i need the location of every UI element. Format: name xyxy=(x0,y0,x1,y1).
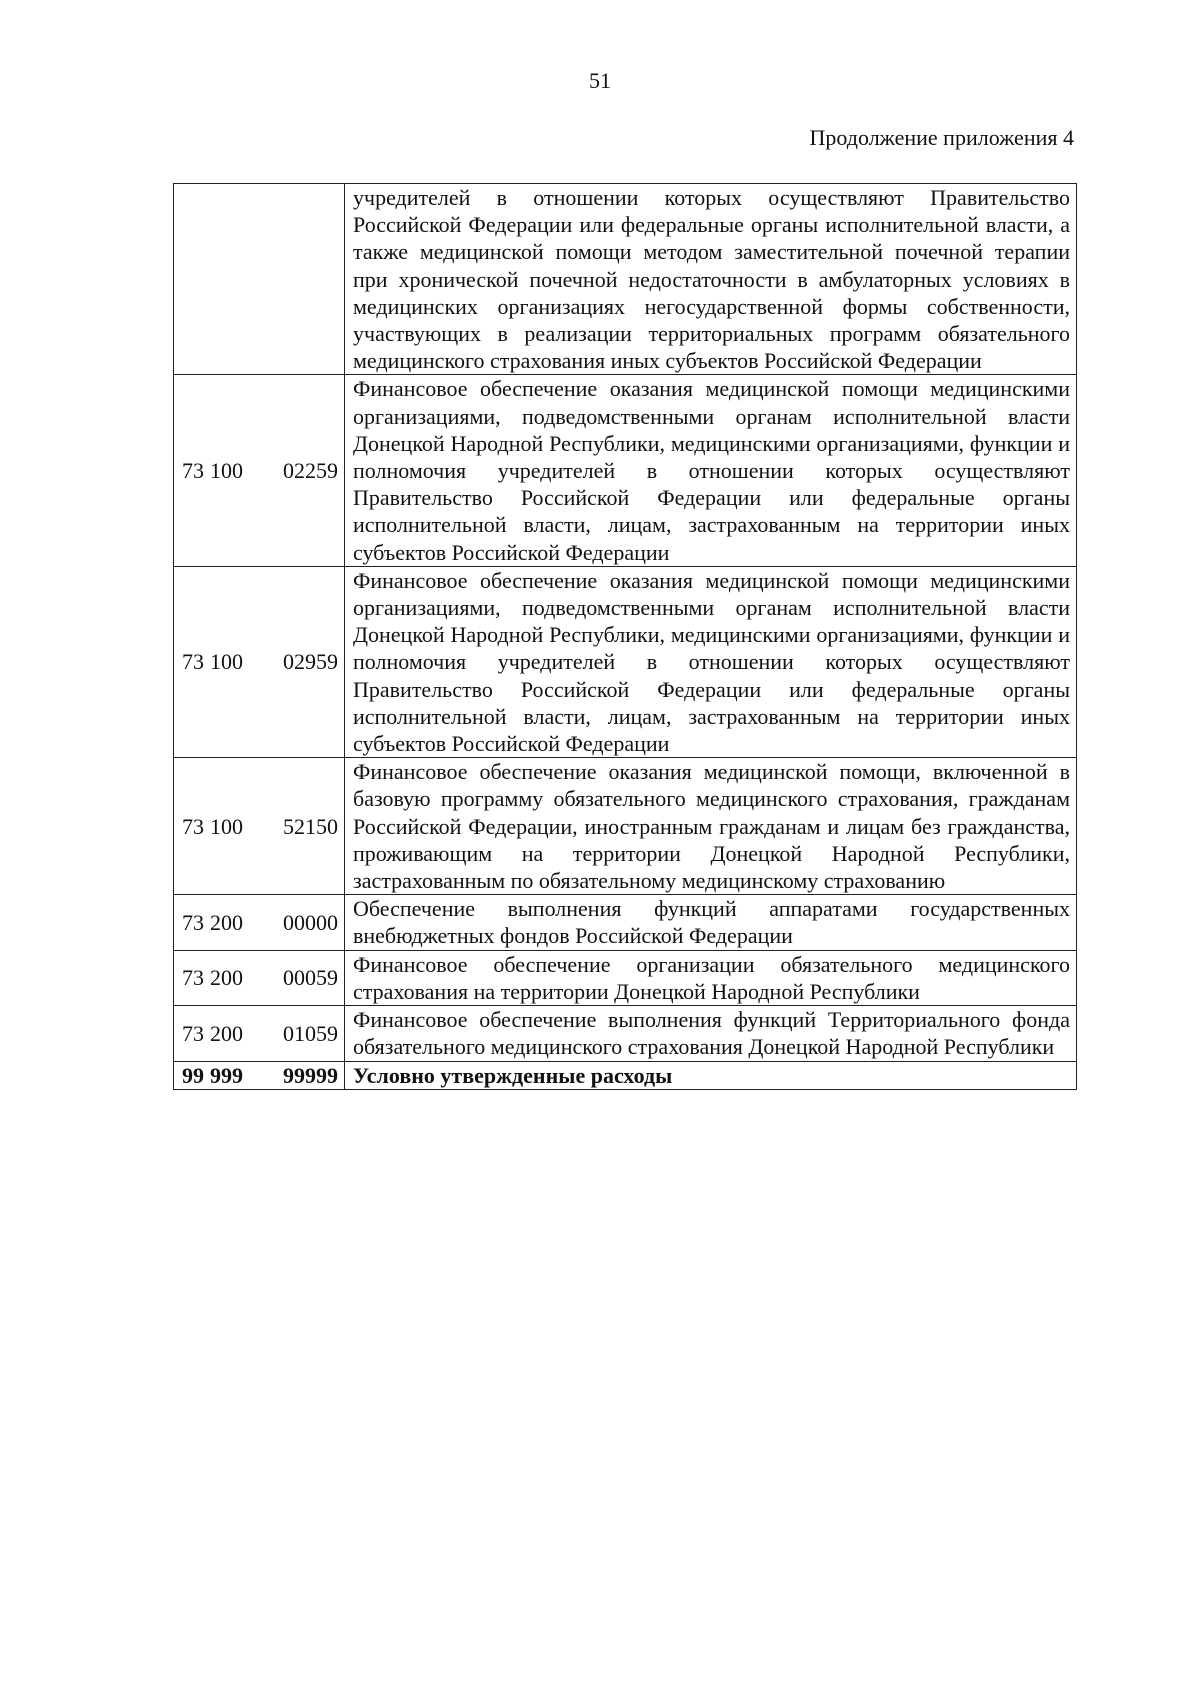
classification-code xyxy=(182,1062,338,1089)
classification-code xyxy=(182,909,338,936)
budget-classification-table xyxy=(173,183,1077,1090)
description-cell: Финансовое обеспечение оказания медицинской помощи медицинскими организациями, подведомственными органам исполнительной власти Донецкой Народной Республики, медицинскими организациями, функции и полномочия учредителей в отношении которых осуществляют Правительство Российской Федерации или федеральные органы исполнительной власти, лицам, застрахованным на территории иных субъектов Российской Федерации xyxy=(345,566,1077,757)
code-cell xyxy=(174,895,345,950)
table-row xyxy=(174,184,1077,375)
table-row xyxy=(174,375,1077,566)
table-row xyxy=(174,758,1077,895)
table-row xyxy=(174,895,1077,950)
code-program: 73 xyxy=(182,649,204,675)
code-subprogram: 999 xyxy=(210,1062,243,1088)
code-subprogram: 100 xyxy=(210,458,243,484)
code-program: 73 xyxy=(182,1020,204,1046)
code-subprogram: 200 xyxy=(210,1020,243,1046)
classification-code xyxy=(182,964,338,991)
code-program: 99 xyxy=(182,1062,204,1088)
description-cell: Условно утвержденные расходы xyxy=(345,1061,1077,1089)
code-program: 73 xyxy=(182,458,204,484)
code-cell xyxy=(174,950,345,1005)
description-cell: Финансовое обеспечение оказания медицинской помощи, включенной в базовую программу обязательного медицинского страхования, гражданам Российской Федерации, иностранным гражданам и лицам без гражданства, проживающим на территории Донецкой Народной Республики, застрахованным по обязательному медицинскому страхованию xyxy=(345,758,1077,895)
description-cell: Финансовое обеспечение оказания медицинской помощи медицинскими организациями, подведомственными органам исполнительной власти Донецкой Народной Республики, медицинскими организациями, функции и полномочия учредителей в отношении которых осуществляют Правительство Российской Федерации или федеральные органы исполнительной власти, лицам, застрахованным на территории иных субъектов Российской Федерации xyxy=(345,375,1077,566)
code-direction: 52150 xyxy=(283,813,338,839)
table-row xyxy=(174,950,1077,1005)
code-subprogram: 100 xyxy=(210,813,243,839)
description-cell: Финансовое обеспечение выполнения функций Территориального фонда обязательного медицинского страхования Донецкой Народной Республики xyxy=(345,1006,1077,1061)
page-number: 51 xyxy=(589,68,611,93)
code-cell xyxy=(174,1061,345,1089)
code-cell xyxy=(174,184,345,375)
code-direction: 99999 xyxy=(283,1062,338,1088)
code-subprogram: 200 xyxy=(210,909,243,935)
appendix-continuation-label: Продолжение приложения 4 xyxy=(809,125,1074,150)
code-subprogram: 200 xyxy=(210,965,243,991)
description-cell: Обеспечение выполнения функций аппаратами государственных внебюджетных фондов Российской Федерации xyxy=(345,895,1077,950)
code-cell xyxy=(174,1006,345,1061)
code-direction: 02259 xyxy=(283,458,338,484)
table-row xyxy=(174,566,1077,757)
classification-code xyxy=(182,1020,338,1047)
code-cell xyxy=(174,758,345,895)
table-row xyxy=(174,1061,1077,1089)
description-cell: учредителей в отношении которых осуществляют Правительство Российской Федерации или федеральные органы исполнительной власти, а также медицинской помощи методом заместительной почечной терапии при хронической почечной недостаточности в амбулаторных условиях в медицинских организациях негосударственной формы собственности, участвующих в реализации территориальных программ обязательного медицинского страхования иных субъектов Российской Федерации xyxy=(345,184,1077,375)
classification-code xyxy=(182,648,338,675)
classification-code xyxy=(182,457,338,484)
code-direction: 01059 xyxy=(283,1020,338,1046)
table-row xyxy=(174,1006,1077,1061)
code-program: 73 xyxy=(182,813,204,839)
code-program: 73 xyxy=(182,909,204,935)
code-direction: 02959 xyxy=(283,649,338,675)
table-body xyxy=(174,184,1077,1090)
code-direction: 00059 xyxy=(283,965,338,991)
code-program: 73 xyxy=(182,965,204,991)
description-cell: Финансовое обеспечение организации обязательного медицинского страхования на территории Донецкой Народной Республики xyxy=(345,950,1077,1005)
code-cell xyxy=(174,566,345,757)
code-direction: 00000 xyxy=(283,909,338,935)
code-cell xyxy=(174,375,345,566)
classification-code xyxy=(182,813,338,840)
code-subprogram: 100 xyxy=(210,649,243,675)
